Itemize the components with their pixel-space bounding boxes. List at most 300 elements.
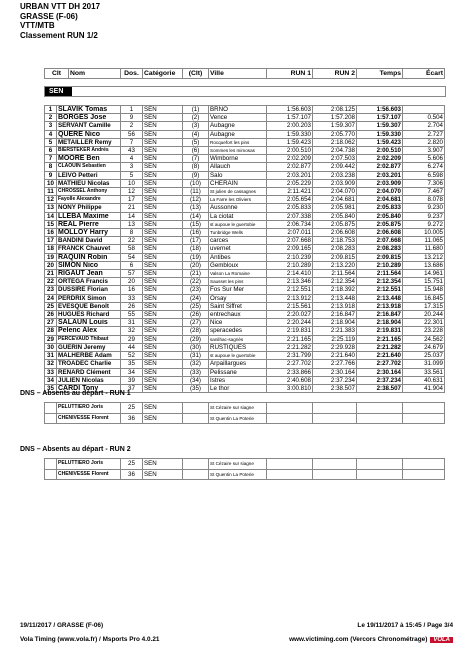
run1-cell: 2:11.421: [267, 188, 313, 196]
category-rank-cell: (13): [183, 204, 209, 212]
category-rank-cell: (3): [183, 122, 209, 130]
gap-cell: [403, 106, 445, 114]
run2-cell: 2:06.608: [313, 229, 357, 237]
time-cell: 2:08.283: [357, 245, 403, 253]
bib-cell: 5: [121, 171, 143, 179]
bib-cell: 36: [121, 413, 143, 424]
category-cell: SEN: [143, 286, 183, 294]
city-cell: speracedes: [209, 327, 267, 335]
col-clt: Clt: [45, 69, 69, 79]
category-cell: SEN: [143, 138, 183, 146]
run2-cell: 2:21.383: [313, 327, 357, 335]
gap-cell: 9.237: [403, 212, 445, 220]
rank-cell: 19: [45, 253, 57, 261]
ranking-title: Classement RUN 1/2: [20, 30, 98, 40]
table-row: [45, 188, 445, 196]
run2-cell: 2:08.125: [313, 106, 357, 114]
rider-name-cell: RIGAUT Jean: [57, 270, 121, 278]
dns-run2-title: DNS – Absents au départ - RUN 2: [20, 446, 131, 453]
city-cell: Wimborne: [209, 155, 267, 163]
time-cell: 2:07.668: [357, 237, 403, 245]
run1-cell: 2:10.239: [267, 253, 313, 261]
time-cell: 2:06.608: [357, 229, 403, 237]
time-cell: 1:59.330: [357, 130, 403, 138]
time-cell: 2:02.877: [357, 163, 403, 171]
bib-cell: 9: [121, 114, 143, 122]
city-cell: entrechaux: [209, 311, 267, 319]
city-cell: Sommes les mimosas: [209, 147, 267, 155]
category-rank-cell: (26): [183, 311, 209, 319]
run1-cell: 2:00.203: [267, 122, 313, 130]
run2-cell: 2:07.503: [313, 155, 357, 163]
time-cell: 2:27.702: [357, 360, 403, 368]
run2-cell: 2:13.220: [313, 261, 357, 269]
category-cell: SEN: [143, 188, 183, 196]
gap-cell: 15.948: [403, 286, 445, 294]
event-title: URBAN VTT DH 2017: [20, 2, 101, 11]
rider-name-cell: MOLLOY Harry: [57, 229, 121, 237]
city-cell: Nice: [209, 319, 267, 327]
city-cell: Rocquefort les pins: [209, 138, 267, 146]
category-cell: SEN: [143, 403, 183, 414]
footer-line-2: [20, 636, 453, 643]
time-cell: 2:13.918: [357, 302, 403, 310]
col-temps: Temps: [357, 69, 403, 79]
category-rank-cell: (9): [183, 171, 209, 179]
run1-cell: 2:00.510: [267, 147, 313, 155]
col-categorie: Catégorie: [143, 69, 183, 79]
category-cell: SEN: [143, 106, 183, 114]
run1-cell: 2:20.244: [267, 319, 313, 327]
category-rank-cell: (10): [183, 179, 209, 187]
run2-cell: 2:18.753: [313, 237, 357, 245]
bib-cell: 55: [121, 311, 143, 319]
bib-cell: 34: [121, 368, 143, 376]
rider-name-cell: PELUTTIERO Joris: [57, 403, 121, 414]
run2-cell: 2:29.928: [313, 343, 357, 351]
time-cell: 2:37.234: [357, 376, 403, 384]
col-ecart: Écart: [403, 69, 445, 79]
empty-cell: [45, 459, 57, 470]
table-row: [45, 122, 445, 130]
rank-cell: 34: [45, 376, 57, 384]
category-cell: SEN: [143, 147, 183, 155]
run1-cell: 1:59.423: [267, 138, 313, 146]
time-cell: 2:12.354: [357, 278, 403, 286]
bib-cell: 14: [121, 212, 143, 220]
bib-cell: 17: [121, 196, 143, 204]
run1-cell: 2:12.551: [267, 286, 313, 294]
bib-cell: 16: [121, 286, 143, 294]
footer-line-1: [20, 622, 453, 629]
rank-cell: 14: [45, 212, 57, 220]
rank-cell: 17: [45, 237, 57, 245]
gap-cell: 5.606: [403, 155, 445, 163]
rank-cell: 20: [45, 261, 57, 269]
run2-cell: 2:18.062: [313, 138, 357, 146]
gap-cell: 6.274: [403, 163, 445, 171]
rider-name-cell: ORTEGA Francis: [57, 278, 121, 286]
rider-name-cell: CLAOUIN Sebastien: [57, 163, 121, 171]
category-cell: SEN: [143, 343, 183, 351]
bib-cell: 36: [121, 469, 143, 480]
city-cell: sanilhac-sagriès: [209, 335, 267, 343]
city-cell: Fos Sur Mer: [209, 286, 267, 294]
table-row: [45, 106, 445, 114]
category-rank-cell: (15): [183, 220, 209, 228]
empty-cell: [183, 459, 209, 470]
run1-cell: 2:13.346: [267, 278, 313, 286]
empty-cell: [403, 469, 445, 480]
city-cell: Valson La Romaine: [209, 270, 267, 278]
table-row: [45, 163, 445, 171]
empty-cell: [45, 469, 57, 480]
rider-name-cell: RENARD Clément: [57, 368, 121, 376]
footer-website: www.victiming.com (Vercors Chronométrage): [289, 636, 428, 643]
run1-cell: 2:40.608: [267, 376, 313, 384]
run2-cell: 2:05.875: [313, 220, 357, 228]
rank-cell: 25: [45, 302, 57, 310]
category-rank-cell: (28): [183, 327, 209, 335]
category-rank-cell: (2): [183, 114, 209, 122]
run1-cell: 2:05.229: [267, 179, 313, 187]
time-cell: 1:59.307: [357, 122, 403, 130]
col-run2: RUN 2: [313, 69, 357, 79]
category-rank-cell: (6): [183, 147, 209, 155]
bib-cell: 32: [121, 327, 143, 335]
time-cell: 2:30.164: [357, 368, 403, 376]
rank-cell: 35: [45, 384, 57, 392]
rank-cell: 24: [45, 294, 57, 302]
rider-name-cell: QUERE Nico: [57, 130, 121, 138]
rank-cell: 11: [45, 188, 57, 196]
empty-cell: [357, 403, 403, 414]
gap-cell: 17.315: [403, 302, 445, 310]
table-row: [45, 204, 445, 212]
time-cell: 1:57.107: [357, 114, 403, 122]
empty-cell: [403, 459, 445, 470]
table-row: [45, 311, 445, 319]
run2-cell: 2:03.909: [313, 179, 357, 187]
category-rank-cell: (31): [183, 352, 209, 360]
rank-cell: 15: [45, 220, 57, 228]
dns-run1-title: DNS – Absents au départ - RUN 1: [20, 390, 131, 397]
rider-name-cell: CHENIVESSE Florent: [57, 413, 121, 424]
event-location: GRASSE (F-06): [20, 11, 78, 21]
time-cell: 2:04.070: [357, 188, 403, 196]
city-cell: Arpaillargues: [209, 360, 267, 368]
table-row: [45, 253, 445, 261]
time-cell: 2:02.209: [357, 155, 403, 163]
rider-name-cell: Pelenc Alex: [57, 327, 121, 335]
rank-cell: 13: [45, 204, 57, 212]
time-cell: 2:21.640: [357, 352, 403, 360]
gap-cell: 2.704: [403, 122, 445, 130]
rank-cell: 28: [45, 327, 57, 335]
city-cell: BRNO: [209, 106, 267, 114]
category-cell: SEN: [143, 229, 183, 237]
col-nom: Nom: [69, 69, 121, 79]
bib-cell: 10: [121, 179, 143, 187]
gap-cell: 9.230: [403, 204, 445, 212]
run1-cell: 2:07.011: [267, 229, 313, 237]
city-cell: Sausset les pins: [209, 278, 267, 286]
run2-cell: 2:04.681: [313, 196, 357, 204]
rank-cell: 23: [45, 286, 57, 294]
city-cell: St Cézaire sur siagne: [209, 403, 267, 414]
bib-cell: 3: [121, 163, 143, 171]
table-row: [45, 114, 445, 122]
results-table: [44, 105, 445, 393]
rider-name-cell: Fayolle Alexandre: [57, 196, 121, 204]
run1-cell: 2:14.410: [267, 270, 313, 278]
category-cell: SEN: [143, 204, 183, 212]
category-cell: SEN: [143, 114, 183, 122]
rider-name-cell: CHROSSEL Anthony: [57, 188, 121, 196]
bib-cell: 26: [121, 302, 143, 310]
bib-cell: 39: [121, 376, 143, 384]
table-row: [45, 302, 445, 310]
rider-name-cell: REAL Pierre: [57, 220, 121, 228]
run2-cell: 2:11.564: [313, 270, 357, 278]
rank-cell: 12: [45, 196, 57, 204]
rider-name-cell: BORGES Jose: [57, 114, 121, 122]
time-cell: 2:19.831: [357, 327, 403, 335]
rank-cell: 30: [45, 343, 57, 351]
category-rank-cell: (20): [183, 261, 209, 269]
category-rank-cell: (8): [183, 163, 209, 171]
category-cell: SEN: [143, 459, 183, 470]
gap-cell: 24.562: [403, 335, 445, 343]
bib-cell: 25: [121, 403, 143, 414]
table-row: [45, 319, 445, 327]
table-row: [45, 130, 445, 138]
time-cell: 2:05.875: [357, 220, 403, 228]
category-rank-cell: (11): [183, 188, 209, 196]
city-cell: Salo: [209, 171, 267, 179]
bib-cell: 7: [121, 138, 143, 146]
bib-cell: 29: [121, 335, 143, 343]
gap-cell: 0.504: [403, 114, 445, 122]
gap-cell: 13.686: [403, 261, 445, 269]
category-cell: SEN: [143, 122, 183, 130]
category-rank-cell: (17): [183, 237, 209, 245]
table-row: [45, 368, 445, 376]
gap-cell: 6.598: [403, 171, 445, 179]
category-rank-cell: (21): [183, 270, 209, 278]
rank-cell: 18: [45, 245, 57, 253]
category-rank-cell: (1): [183, 106, 209, 114]
run1-cell: 2:27.702: [267, 360, 313, 368]
gap-cell: 2.820: [403, 138, 445, 146]
time-cell: 2:11.564: [357, 270, 403, 278]
category-cell: SEN: [143, 253, 183, 261]
time-cell: 2:21.282: [357, 343, 403, 351]
run1-cell: 2:13.912: [267, 294, 313, 302]
city-cell: Antibes: [209, 253, 267, 261]
city-cell: Allauch: [209, 163, 267, 171]
gap-cell: 24.679: [403, 343, 445, 351]
city-cell: St Quentin La Poterie: [209, 413, 267, 424]
run1-cell: 1:56.603: [267, 106, 313, 114]
rank-cell: 5: [45, 138, 57, 146]
city-cell: Gembloux: [209, 261, 267, 269]
table-row: [45, 196, 445, 204]
rider-name-cell: NONY Philippe: [57, 204, 121, 212]
city-cell: carces: [209, 237, 267, 245]
empty-cell: [403, 413, 445, 424]
category-rank-cell: (34): [183, 376, 209, 384]
empty-cell: [357, 459, 403, 470]
category-cell: SEN: [143, 327, 183, 335]
run1-cell: 2:02.877: [267, 163, 313, 171]
dns-run2-table: [44, 458, 445, 480]
run1-cell: 2:07.338: [267, 212, 313, 220]
category-rank-cell: (24): [183, 294, 209, 302]
table-row: [45, 171, 445, 179]
empty-cell: [267, 403, 313, 414]
run1-cell: 1:57.107: [267, 114, 313, 122]
bib-cell: 52: [121, 352, 143, 360]
run1-cell: 2:10.289: [267, 261, 313, 269]
city-cell: CHERAIN: [209, 179, 267, 187]
rider-name-cell: SALAUN Louis: [57, 319, 121, 327]
footer-timing-company: [289, 636, 453, 643]
col-run1: RUN 1: [267, 69, 313, 79]
bib-cell: 22: [121, 237, 143, 245]
category-cell: SEN: [143, 261, 183, 269]
rank-cell: 32: [45, 360, 57, 368]
city-cell: Vence: [209, 114, 267, 122]
document-header: [20, 2, 100, 40]
gap-cell: 22.301: [403, 319, 445, 327]
rider-name-cell: METAILLER Remy: [57, 138, 121, 146]
city-cell: st aupoue le guertobie: [209, 352, 267, 360]
city-cell: Aubagne: [209, 130, 267, 138]
city-cell: Tunbridge Wells: [209, 229, 267, 237]
category-label: SEN: [45, 87, 72, 96]
category-rank-cell: (16): [183, 229, 209, 237]
gap-cell: 41.904: [403, 384, 445, 392]
city-cell: La ciotat: [209, 212, 267, 220]
table-row: [45, 237, 445, 245]
rank-cell: 26: [45, 311, 57, 319]
time-cell: 2:05.833: [357, 204, 403, 212]
category-rank-cell: (23): [183, 286, 209, 294]
table-row: [45, 245, 445, 253]
bib-cell: 25: [121, 459, 143, 470]
time-cell: 2:09.815: [357, 253, 403, 261]
empty-cell: [357, 413, 403, 424]
run2-cell: 2:04.738: [313, 147, 357, 155]
event-discipline: VTT/MTB: [20, 21, 55, 30]
run1-cell: 1:59.330: [267, 130, 313, 138]
category-rank-cell: (27): [183, 319, 209, 327]
city-cell: RUSTIQUES: [209, 343, 267, 351]
empty-cell: [313, 469, 357, 480]
category-cell: SEN: [143, 302, 183, 310]
rider-name-cell: RAQUIN Robin: [57, 253, 121, 261]
rider-name-cell: BANDINI David: [57, 237, 121, 245]
bib-cell: 33: [121, 294, 143, 302]
run2-cell: 2:38.507: [313, 384, 357, 392]
category-rank-cell: (33): [183, 368, 209, 376]
gap-cell: 10.005: [403, 229, 445, 237]
category-rank-cell: (35): [183, 384, 209, 392]
run2-cell: 2:09.815: [313, 253, 357, 261]
rider-name-cell: BIERSTEKER Andrés: [57, 147, 121, 155]
table-row: [45, 327, 445, 335]
rank-cell: 29: [45, 335, 57, 343]
rider-name-cell: DUSSIRE Florian: [57, 286, 121, 294]
run2-cell: 2:09.442: [313, 163, 357, 171]
rider-name-cell: SLAVIK Tomas: [57, 106, 121, 114]
gap-cell: 13.212: [403, 253, 445, 261]
rider-name-cell: JULIEN Nicolas: [57, 376, 121, 384]
gap-cell: 7.306: [403, 179, 445, 187]
city-cell: Saint Siffret: [209, 302, 267, 310]
rider-name-cell: PELUTTIERO Joris: [57, 459, 121, 470]
time-cell: 2:38.507: [357, 384, 403, 392]
column-header-row: [44, 68, 445, 79]
category-cell: SEN: [143, 413, 183, 424]
bib-cell: 6: [121, 261, 143, 269]
footer-date-location: 19/11/2017 / GRASSE (F-06): [20, 622, 104, 629]
empty-cell: [313, 403, 357, 414]
gap-cell: 7.467: [403, 188, 445, 196]
col-ville: Ville: [209, 69, 267, 79]
category-rank-cell: (29): [183, 335, 209, 343]
city-cell: Le thor: [209, 384, 267, 392]
empty-cell: [183, 403, 209, 414]
empty-cell: [183, 469, 209, 480]
bib-cell: 1: [121, 106, 143, 114]
empty-cell: [45, 413, 57, 424]
city-cell: St julien de cassagnes: [209, 188, 267, 196]
time-cell: 1:56.603: [357, 106, 403, 114]
rider-name-cell: TROADEC Charlie: [57, 360, 121, 368]
dns-row: [45, 459, 445, 470]
category-cell: SEN: [143, 278, 183, 286]
table-row: [45, 229, 445, 237]
category-cell: SEN: [143, 311, 183, 319]
gap-cell: 2.727: [403, 130, 445, 138]
run2-cell: 2:18.392: [313, 286, 357, 294]
city-cell: Orsay: [209, 294, 267, 302]
run2-cell: 2:16.847: [313, 311, 357, 319]
time-cell: 2:00.510: [357, 147, 403, 155]
gap-cell: 14.961: [403, 270, 445, 278]
rider-name-cell: PERCEVAUD Thibaut: [57, 335, 121, 343]
category-cell: SEN: [143, 335, 183, 343]
gap-cell: 23.228: [403, 327, 445, 335]
gap-cell: 9.272: [403, 220, 445, 228]
bib-cell: 57: [121, 270, 143, 278]
bib-cell: 13: [121, 220, 143, 228]
rank-cell: 2: [45, 114, 57, 122]
run2-cell: 1:59.307: [313, 122, 357, 130]
time-cell: 2:12.551: [357, 286, 403, 294]
run2-cell: 1:57.208: [313, 114, 357, 122]
gap-cell: 25.037: [403, 352, 445, 360]
run2-cell: 2:05.770: [313, 130, 357, 138]
category-rank-cell: (18): [183, 245, 209, 253]
empty-cell: [45, 403, 57, 414]
run2-cell: 2:05.981: [313, 204, 357, 212]
table-row: [45, 360, 445, 368]
gap-cell: 31.099: [403, 360, 445, 368]
rider-name-cell: MOORE Ben: [57, 155, 121, 163]
